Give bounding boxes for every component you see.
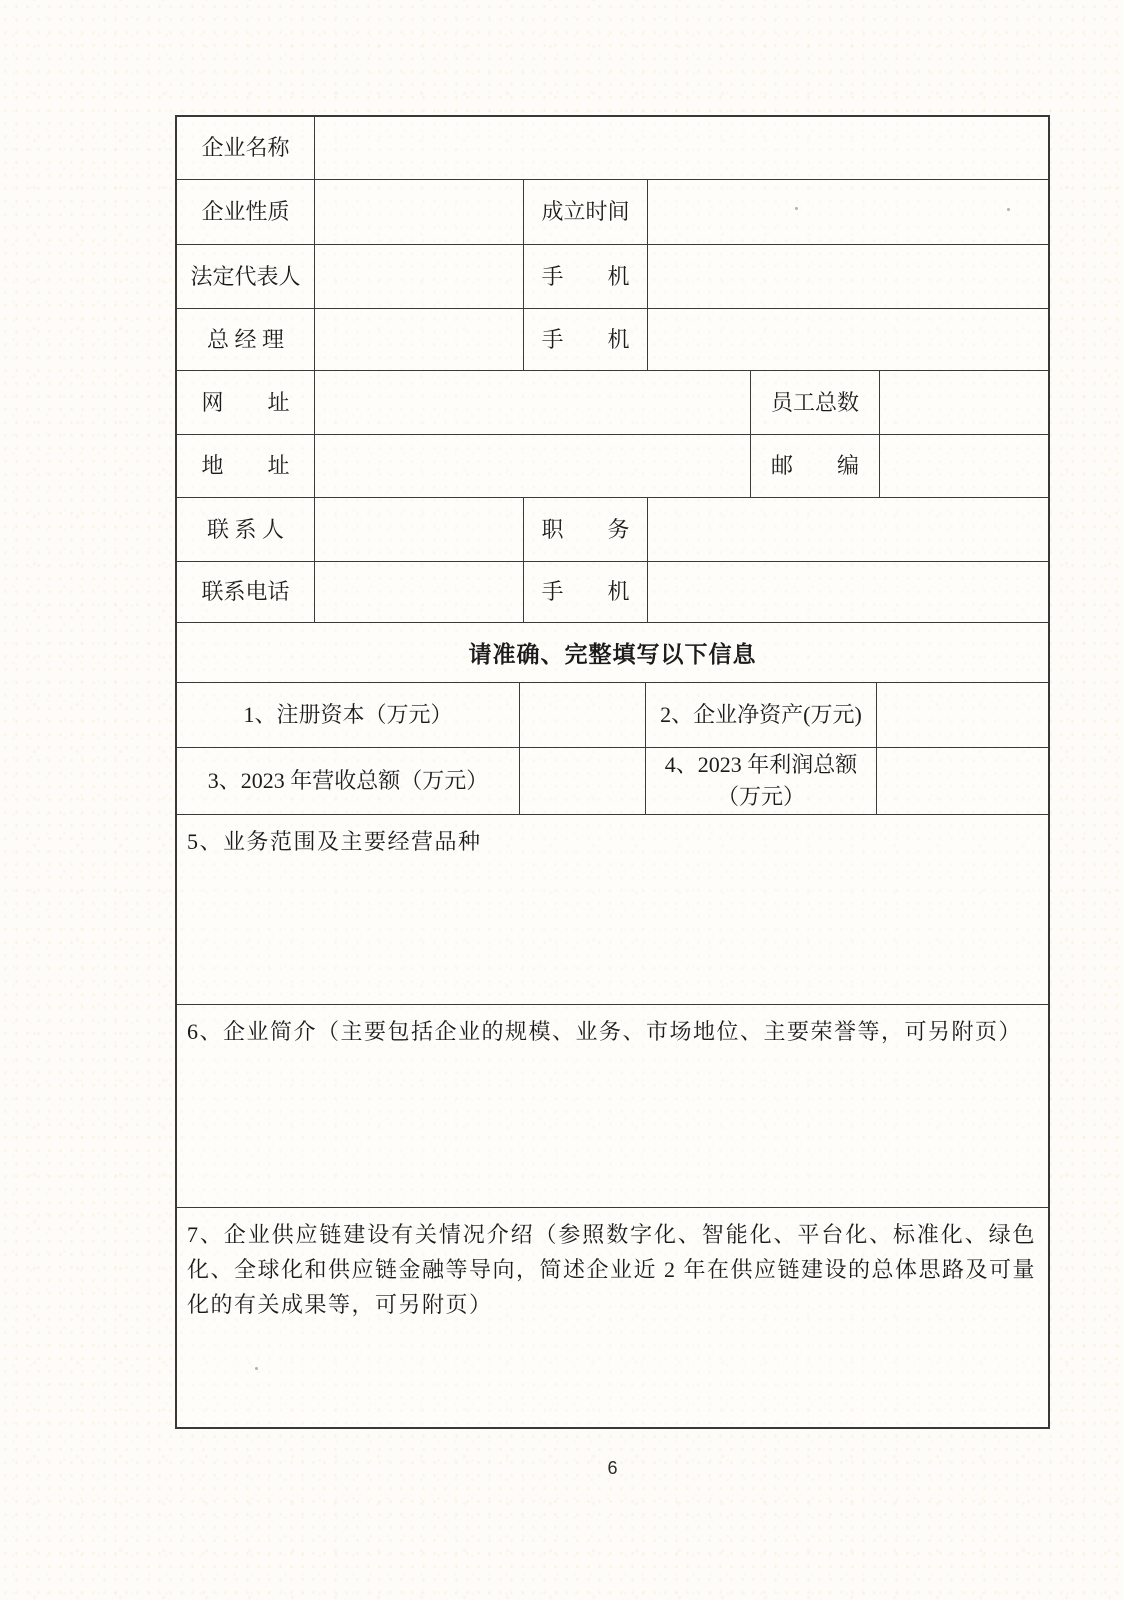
company-info-form-table xyxy=(175,115,1050,1429)
legal-representative-value-cell xyxy=(314,245,523,308)
fill-notice: 请准确、完整填写以下信息 xyxy=(468,642,757,667)
row-legal-representative xyxy=(177,244,1048,308)
founding-time-label: 成立时间 xyxy=(523,180,647,244)
supply-chain-label: 7、企业供应链建设有关情况介绍（参照数字化、智能化、平台化、标准化、绿色化、全球化和供应链金融等导向，简述企业近 2 年在供应链建设的总体思路及可量化的有关成果等，可另附页） xyxy=(187,1222,1037,1317)
contact-person-label: 联 系 人 xyxy=(206,516,284,542)
row-website xyxy=(177,370,1048,434)
employee-total-label: 员工总数 xyxy=(750,371,879,434)
profit-2023-value-cell xyxy=(876,748,1048,814)
website-label: 网 址 xyxy=(201,389,290,415)
postal-code-label: 邮 编 xyxy=(750,435,879,497)
revenue-2023-label: 3、2023 年营收总额（万元） xyxy=(207,768,489,793)
job-title-label: 职 务 xyxy=(523,498,647,561)
gm-mobile-value-cell xyxy=(647,309,1048,370)
row-capital-assets xyxy=(177,682,1048,747)
row-general-manager xyxy=(177,308,1048,370)
postal-code-value-cell xyxy=(879,435,1048,497)
page-number: 6 xyxy=(607,1458,618,1478)
company-name-value-cell xyxy=(314,117,1048,179)
employee-total-value-cell xyxy=(879,371,1048,434)
gm-mobile-label: 手 机 xyxy=(523,309,647,370)
business-scope-section xyxy=(177,814,1048,1004)
supply-chain-section xyxy=(177,1207,1048,1427)
revenue-2023-value-cell xyxy=(519,748,645,814)
company-nature-value-cell xyxy=(314,180,523,244)
row-company-name xyxy=(177,117,1048,179)
row-address xyxy=(177,434,1048,497)
registered-capital-label: 1、注册资本（万元） xyxy=(243,702,453,727)
contact-phone-value-cell xyxy=(314,562,523,622)
row-contact-phone xyxy=(177,561,1048,622)
legal-rep-mobile-value-cell xyxy=(647,245,1048,308)
profit-2023-label: 4、2023 年利润总额（万元） xyxy=(645,748,876,814)
address-label: 地 址 xyxy=(201,453,290,478)
legal-rep-mobile-label: 手 机 xyxy=(523,245,647,308)
general-manager-value-cell xyxy=(314,309,523,370)
scan-speck xyxy=(795,207,798,210)
scan-speck xyxy=(1007,208,1010,211)
row-company-nature xyxy=(177,179,1048,244)
net-assets-value-cell xyxy=(876,683,1048,747)
company-nature-label: 企业性质 xyxy=(201,199,290,224)
row-contact-person xyxy=(177,497,1048,561)
row-revenue-profit xyxy=(177,747,1048,814)
contact-mobile-value-cell xyxy=(647,562,1048,622)
founding-time-value-cell xyxy=(647,180,1048,244)
contact-phone-label: 联系电话 xyxy=(201,579,290,604)
scan-speck xyxy=(255,1367,258,1370)
row-fill-notice xyxy=(177,622,1048,682)
company-profile-label: 6、企业简介（主要包括企业的规模、业务、市场地位、主要荣誉等，可另附页） xyxy=(187,1019,1023,1044)
company-name-label: 企业名称 xyxy=(201,135,290,160)
general-manager-label: 总 经 理 xyxy=(206,326,284,352)
website-value-cell xyxy=(314,371,750,434)
job-title-value-cell xyxy=(647,498,1048,561)
net-assets-label: 2、企业净资产(万元) xyxy=(645,683,876,747)
company-profile-section xyxy=(177,1004,1048,1207)
business-scope-label: 5、业务范围及主要经营品种 xyxy=(187,829,482,854)
address-value-cell xyxy=(314,435,750,497)
contact-mobile-label: 手 机 xyxy=(523,562,647,622)
registered-capital-value-cell xyxy=(519,683,645,747)
contact-person-value-cell xyxy=(314,498,523,561)
legal-representative-label: 法定代表人 xyxy=(190,263,301,289)
